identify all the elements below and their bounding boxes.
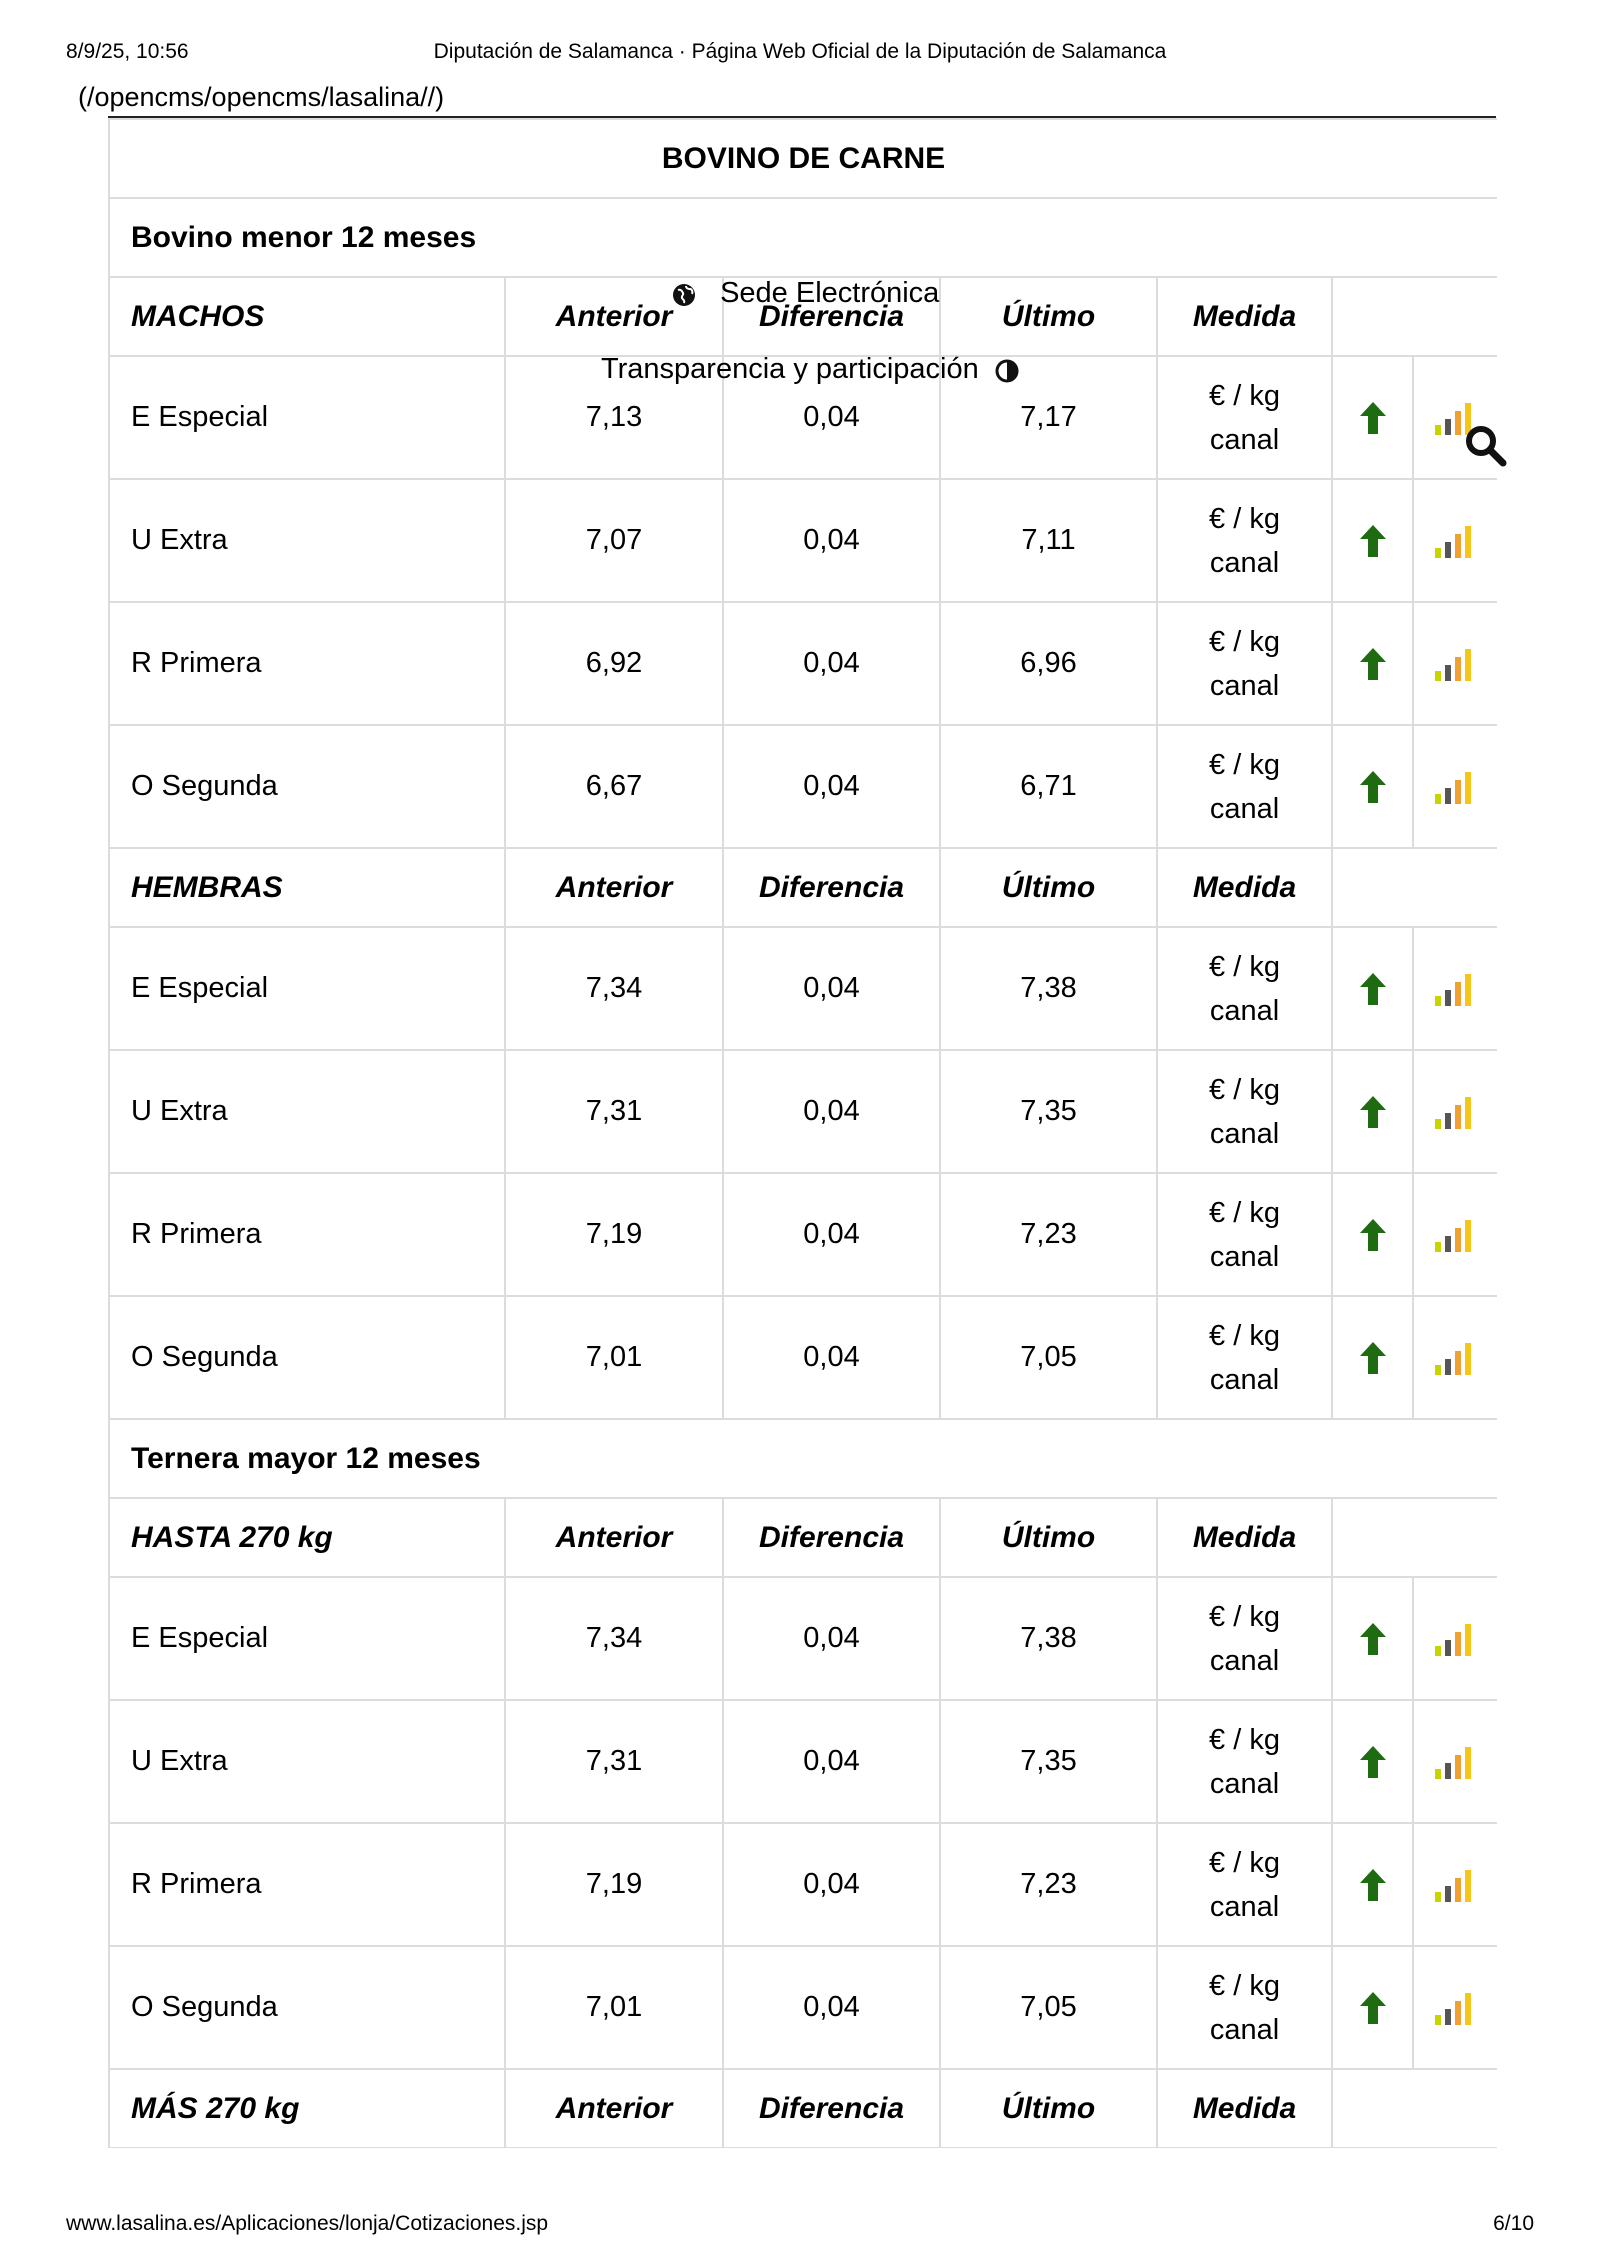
table-row — [109, 725, 1497, 848]
unit-line-1: € / kg — [1209, 1600, 1280, 1633]
unit-label — [1209, 1191, 1280, 1279]
column-header: Diferencia — [723, 1498, 940, 1577]
bar-chart-icon[interactable] — [1435, 524, 1477, 558]
medida-cell — [1157, 356, 1332, 479]
unit-line-1: € / kg — [1209, 502, 1280, 535]
unit-line-1: € / kg — [1209, 1196, 1280, 1229]
up-arrow-icon — [1359, 1218, 1387, 1252]
medida-cell — [1157, 1823, 1332, 1946]
section-title: Ternera mayor 12 meses — [109, 1419, 1497, 1498]
table-row — [109, 602, 1497, 725]
unit-line-2: canal — [1209, 1644, 1280, 1677]
group-label: HASTA 270 kg — [109, 1498, 505, 1577]
unit-label — [1209, 620, 1280, 708]
table-title-row — [109, 119, 1497, 198]
unit-line-2: canal — [1209, 792, 1280, 825]
unit-line-1: € / kg — [1209, 1073, 1280, 1106]
chart-link-cell[interactable] — [1413, 1296, 1497, 1419]
unit-label — [1209, 1841, 1280, 1929]
unit-label — [1209, 1068, 1280, 1156]
unit-line-1: € / kg — [1209, 625, 1280, 658]
print-page-title: Diputación de Salamanca · Página Web Oficial de la Diputación de Salamanca — [433, 40, 1167, 63]
unit-line-2: canal — [1209, 2013, 1280, 2046]
column-header: Medida — [1157, 1498, 1332, 1577]
medida-cell — [1157, 1050, 1332, 1173]
chart-link-cell[interactable] — [1413, 725, 1497, 848]
ultimo-value: 7,23 — [940, 1173, 1157, 1296]
sede-label: Sede Electrónica — [720, 277, 940, 309]
table-row — [109, 479, 1497, 602]
unit-line-2: canal — [1209, 1767, 1280, 1800]
diferencia-value: 0,04 — [723, 1823, 940, 1946]
unit-line-1: € / kg — [1209, 379, 1280, 412]
category-name: O Segunda — [109, 1296, 505, 1419]
up-arrow-icon — [1359, 972, 1387, 1006]
diferencia-value: 0,04 — [723, 356, 940, 479]
category-name: R Primera — [109, 602, 505, 725]
medida-cell — [1157, 1296, 1332, 1419]
unit-label — [1209, 1718, 1280, 1806]
table-title: BOVINO DE CARNE — [109, 119, 1497, 198]
trend-cell — [1332, 927, 1413, 1050]
group-label: MACHOS — [109, 277, 505, 356]
up-arrow-icon — [1359, 770, 1387, 804]
table-row — [109, 1700, 1497, 1823]
chart-link-cell[interactable] — [1413, 1173, 1497, 1296]
diferencia-value: 0,04 — [723, 1050, 940, 1173]
globe-icon — [672, 282, 696, 306]
medida-cell — [1157, 927, 1332, 1050]
column-header: Medida — [1157, 277, 1332, 356]
up-arrow-icon — [1359, 401, 1387, 435]
up-arrow-icon — [1359, 1991, 1387, 2025]
category-name: R Primera — [109, 1173, 505, 1296]
bar-chart-icon[interactable] — [1435, 1745, 1477, 1779]
trend-cell — [1332, 1296, 1413, 1419]
ultimo-value: 7,35 — [940, 1700, 1157, 1823]
ultimo-value: 7,17 — [940, 356, 1157, 479]
ultimo-value: 7,05 — [940, 1946, 1157, 2069]
unit-line-2: canal — [1209, 1240, 1280, 1273]
chart-link-cell[interactable] — [1413, 602, 1497, 725]
blank-header-cell — [1332, 277, 1497, 356]
unit-line-2: canal — [1209, 1117, 1280, 1150]
chart-link-cell[interactable] — [1413, 1946, 1497, 2069]
trend-cell — [1332, 1173, 1413, 1296]
ultimo-value: 7,38 — [940, 1577, 1157, 1700]
diferencia-value: 0,04 — [723, 927, 940, 1050]
category-name: U Extra — [109, 1700, 505, 1823]
home-link[interactable]: (/opencms/opencms/lasalina//) — [78, 82, 445, 112]
trend-cell — [1332, 1823, 1413, 1946]
diferencia-value: 0,04 — [723, 725, 940, 848]
diferencia-value: 0,04 — [723, 602, 940, 725]
unit-label — [1209, 374, 1280, 462]
unit-line-2: canal — [1209, 1890, 1280, 1923]
prices-table-container — [108, 118, 1497, 2148]
category-name: E Especial — [109, 356, 505, 479]
chart-link-cell[interactable] — [1413, 1577, 1497, 1700]
anterior-value: 7,34 — [505, 1577, 723, 1700]
category-name: E Especial — [109, 1577, 505, 1700]
nav-transparencia-link[interactable] — [601, 353, 1019, 386]
bar-chart-icon[interactable] — [1435, 647, 1477, 681]
unit-line-2: canal — [1209, 546, 1280, 579]
trend-cell — [1332, 725, 1413, 848]
group-header-row — [109, 1498, 1497, 1577]
chart-link-cell[interactable] — [1413, 927, 1497, 1050]
category-name: U Extra — [109, 479, 505, 602]
unit-line-1: € / kg — [1209, 950, 1280, 983]
diferencia-value: 0,04 — [723, 1296, 940, 1419]
transparencia-label: Transparencia y participación — [601, 353, 979, 385]
category-name: U Extra — [109, 1050, 505, 1173]
column-header: Medida — [1157, 2069, 1332, 2148]
column-header: Medida — [1157, 848, 1332, 927]
trend-cell — [1332, 1050, 1413, 1173]
bar-chart-icon[interactable] — [1435, 770, 1477, 804]
diferencia-value: 0,04 — [723, 1173, 940, 1296]
bar-chart-icon[interactable] — [1435, 1341, 1477, 1375]
column-header: Anterior — [505, 2069, 723, 2148]
print-url: www.lasalina.es/Aplicaciones/lonja/Cotizaciones.jsp — [66, 2212, 549, 2235]
table-row — [109, 1577, 1497, 1700]
category-name: O Segunda — [109, 1946, 505, 2069]
anterior-value: 7,31 — [505, 1050, 723, 1173]
contrast-icon[interactable] — [995, 358, 1019, 382]
bar-chart-icon[interactable] — [1435, 1095, 1477, 1129]
anterior-value: 7,19 — [505, 1823, 723, 1946]
table-row — [109, 1173, 1497, 1296]
chart-link-cell[interactable] — [1413, 1050, 1497, 1173]
group-header-row — [109, 2069, 1497, 2148]
trend-cell — [1332, 479, 1413, 602]
column-header: Diferencia — [723, 2069, 940, 2148]
column-header: Anterior — [505, 277, 723, 356]
medida-cell — [1157, 1946, 1332, 2069]
up-arrow-icon — [1359, 1868, 1387, 1902]
group-header-row — [109, 848, 1497, 927]
unit-line-2: canal — [1209, 669, 1280, 702]
unit-label — [1209, 743, 1280, 831]
chart-link-cell[interactable] — [1413, 479, 1497, 602]
column-header: Último — [940, 277, 1157, 356]
table-row — [109, 1823, 1497, 1946]
section-row — [109, 1419, 1497, 1498]
anterior-value: 7,34 — [505, 927, 723, 1050]
bar-chart-icon[interactable] — [1435, 1991, 1477, 2025]
column-header: Diferencia — [723, 277, 940, 356]
medida-cell — [1157, 479, 1332, 602]
unit-label — [1209, 945, 1280, 1033]
blank-header-cell — [1332, 848, 1497, 927]
ultimo-value: 7,05 — [940, 1296, 1157, 1419]
unit-line-1: € / kg — [1209, 1319, 1280, 1352]
diferencia-value: 0,04 — [723, 1946, 940, 2069]
diferencia-value: 0,04 — [723, 479, 940, 602]
blank-header-cell — [1332, 1498, 1497, 1577]
anterior-value: 7,01 — [505, 1296, 723, 1419]
column-header: Anterior — [505, 848, 723, 927]
column-header: Último — [940, 2069, 1157, 2148]
anterior-value: 7,31 — [505, 1700, 723, 1823]
diferencia-value: 0,04 — [723, 1577, 940, 1700]
medida-cell — [1157, 1577, 1332, 1700]
anterior-value: 7,01 — [505, 1946, 723, 2069]
print-timestamp: 8/9/25, 10:56 — [66, 40, 189, 63]
print-header — [66, 40, 1534, 70]
anterior-value: 7,13 — [505, 356, 723, 479]
bar-chart-icon[interactable] — [1435, 1622, 1477, 1656]
medida-cell — [1157, 725, 1332, 848]
unit-line-2: canal — [1209, 423, 1280, 456]
unit-line-1: € / kg — [1209, 748, 1280, 781]
prices-table — [108, 118, 1497, 2148]
unit-label — [1209, 497, 1280, 585]
unit-line-2: canal — [1209, 994, 1280, 1027]
column-header: Anterior — [505, 1498, 723, 1577]
column-header: Último — [940, 848, 1157, 927]
nav-sede-electronica-link[interactable] — [672, 277, 939, 310]
medida-cell — [1157, 602, 1332, 725]
anterior-value: 6,92 — [505, 602, 723, 725]
trend-cell — [1332, 356, 1413, 479]
unit-label — [1209, 1595, 1280, 1683]
table-row — [109, 927, 1497, 1050]
ultimo-value: 7,23 — [940, 1823, 1157, 1946]
group-label: HEMBRAS — [109, 848, 505, 927]
up-arrow-icon — [1359, 1341, 1387, 1375]
up-arrow-icon — [1359, 524, 1387, 558]
up-arrow-icon — [1359, 1095, 1387, 1129]
bar-chart-icon[interactable] — [1435, 972, 1477, 1006]
section-title: Bovino menor 12 meses — [109, 198, 1497, 277]
unit-line-1: € / kg — [1209, 1846, 1280, 1879]
category-name: R Primera — [109, 1823, 505, 1946]
ultimo-value: 6,96 — [940, 602, 1157, 725]
diferencia-value: 0,04 — [723, 1700, 940, 1823]
search-icon[interactable] — [1464, 424, 1508, 468]
category-name: E Especial — [109, 927, 505, 1050]
unit-line-1: € / kg — [1209, 1723, 1280, 1756]
ultimo-value: 7,11 — [940, 479, 1157, 602]
table-row — [109, 1946, 1497, 2069]
trend-cell — [1332, 1946, 1413, 2069]
bar-chart-icon[interactable] — [1435, 1868, 1477, 1902]
table-row — [109, 1050, 1497, 1173]
blank-header-cell — [1332, 2069, 1497, 2148]
trend-cell — [1332, 1577, 1413, 1700]
print-footer — [66, 2212, 1534, 2242]
trend-cell — [1332, 1700, 1413, 1823]
anterior-value: 7,07 — [505, 479, 723, 602]
page-number: 6/10 — [1493, 2212, 1534, 2235]
unit-line-2: canal — [1209, 1363, 1280, 1396]
chart-link-cell[interactable] — [1413, 1823, 1497, 1946]
section-row — [109, 198, 1497, 277]
category-name: O Segunda — [109, 725, 505, 848]
medida-cell — [1157, 1700, 1332, 1823]
ultimo-value: 7,38 — [940, 927, 1157, 1050]
group-label: MÁS 270 kg — [109, 2069, 505, 2148]
unit-line-1: € / kg — [1209, 1969, 1280, 2002]
column-header: Último — [940, 1498, 1157, 1577]
up-arrow-icon — [1359, 1622, 1387, 1656]
up-arrow-icon — [1359, 1745, 1387, 1779]
trend-cell — [1332, 602, 1413, 725]
chart-link-cell[interactable] — [1413, 1700, 1497, 1823]
anterior-value: 7,19 — [505, 1173, 723, 1296]
bar-chart-icon[interactable] — [1435, 1218, 1477, 1252]
unit-label — [1209, 1314, 1280, 1402]
unit-label — [1209, 1964, 1280, 2052]
table-row — [109, 1296, 1497, 1419]
ultimo-value: 6,71 — [940, 725, 1157, 848]
medida-cell — [1157, 1173, 1332, 1296]
anterior-value: 6,67 — [505, 725, 723, 848]
ultimo-value: 7,35 — [940, 1050, 1157, 1173]
column-header: Diferencia — [723, 848, 940, 927]
up-arrow-icon — [1359, 647, 1387, 681]
